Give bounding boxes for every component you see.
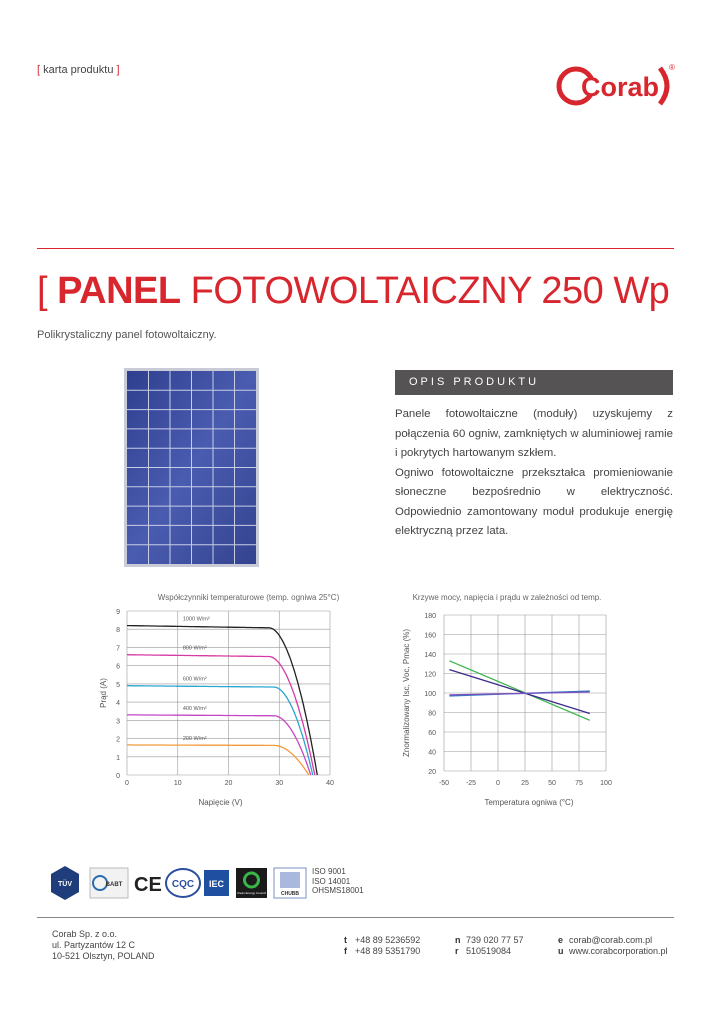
title-divider xyxy=(37,248,674,249)
fax-label: f xyxy=(344,946,347,956)
chart2-ytick: 180 xyxy=(424,613,436,620)
product-description xyxy=(395,405,673,542)
city-address: 10-521 Olsztyn, POLAND xyxy=(52,951,155,961)
company-name: Corab Sp. z o.o. xyxy=(52,929,118,939)
chart1-ytick: 2 xyxy=(116,736,120,744)
tuv-logo xyxy=(51,866,79,900)
chart2-xtick: 25 xyxy=(521,780,529,787)
chart1-xlabel: Napięcie (V) xyxy=(198,798,243,807)
chart1-xtick: 20 xyxy=(224,780,233,787)
corab-logo xyxy=(556,58,680,114)
chart2-xtick: -25 xyxy=(465,780,477,787)
subtitle: Polikrystaliczny panel fotowoltaiczny. xyxy=(37,329,217,341)
chart2-series-line xyxy=(449,670,589,714)
ohsms-18001: OHSMS18001 xyxy=(312,886,364,895)
svg-text:CQC: CQC xyxy=(171,879,195,890)
title-bold: PANEL xyxy=(57,270,181,312)
chart1-series-line xyxy=(127,655,315,775)
chart1-series-label: 200 W/m² xyxy=(182,735,207,742)
chart2-ytick: 60 xyxy=(428,730,436,737)
chart1-xtick: 10 xyxy=(173,780,182,787)
svg-text:BABT: BABT xyxy=(105,882,123,888)
chart2-ytick: 80 xyxy=(428,710,436,718)
title-rest: FOTOWOLTAICZNY 250 Wp xyxy=(190,270,670,312)
chart1-series-label: 800 W/m² xyxy=(182,645,207,652)
chart2-ytick: 20 xyxy=(428,769,436,776)
svg-text:Clean Energy Council: Clean Energy Council xyxy=(236,891,267,895)
description-paragraph-1: Panele fotowoltaiczne (moduły) uzyskujemy z połączenia 60 ogniw, zamkniętych w aluminiowej ramie i pokrytych hartowanym szkłem. xyxy=(395,408,673,459)
chart2-series-line xyxy=(449,661,589,720)
title-bracket: [ xyxy=(37,270,48,312)
chart1-series-label: 1000 W/m² xyxy=(182,616,210,623)
chart1-series-line xyxy=(127,686,313,775)
chart2-ytick: 100 xyxy=(424,691,436,698)
iec-logo xyxy=(204,870,229,896)
chart1-ytick: 9 xyxy=(116,609,120,616)
chart2-title: Krzywe mocy, napięcia i prądu w zależności od temp. xyxy=(412,593,602,602)
chart2-xtick: 50 xyxy=(548,780,556,787)
chart1-ytick: 0 xyxy=(116,773,120,780)
svg-text:IEC: IEC xyxy=(208,879,225,889)
chart1-ytick: 5 xyxy=(116,681,120,689)
chart1-title: Współczynniki temperaturowe (temp. ogniwa 25°C) xyxy=(157,593,340,602)
phone-label: t xyxy=(344,935,347,945)
description-paragraph-2: Ogniwo fotowoltaiczne przekształca promieniowanie słoneczne bezpośrednio w elektryczność. Odpowiednio zamontowany moduł produkuje energię elektryczną przez lata. xyxy=(395,466,673,537)
website-label: u xyxy=(558,946,564,956)
street-address: ul. Partyzantów 12 C xyxy=(52,940,136,950)
regon-label: r xyxy=(455,946,459,956)
chart2-ytick: 120 xyxy=(424,671,436,679)
registered-mark: ® xyxy=(669,63,675,72)
chart2-series-line xyxy=(449,692,589,695)
chart1-series-line xyxy=(127,626,317,775)
chart1-ytick: 4 xyxy=(116,700,120,708)
chart1-xtick: 0 xyxy=(125,780,129,787)
chart1-xtick: 30 xyxy=(275,780,284,787)
email-label: e xyxy=(558,935,564,945)
mobile-block xyxy=(455,935,524,957)
chart1-xtick: 40 xyxy=(326,780,334,787)
chart2-xtick: -50 xyxy=(438,780,450,787)
chart1-series-line xyxy=(127,715,311,775)
chart2-xtick: 75 xyxy=(575,780,583,787)
chart1-series-line xyxy=(127,745,309,775)
regon-number: 510519084 xyxy=(466,946,512,956)
clean-energy-council-logo xyxy=(236,868,267,898)
email-web-block xyxy=(558,935,668,957)
chart2-ytick: 140 xyxy=(424,652,436,659)
chart2-xtick: 100 xyxy=(600,780,612,787)
chart1-ytick: 8 xyxy=(116,627,120,635)
logo-wordmark: Corab xyxy=(581,72,660,102)
footer-divider xyxy=(37,917,674,918)
chart1-series-label: 600 W/m² xyxy=(182,676,207,683)
iso-certifications xyxy=(312,867,364,896)
chart2-xlabel: Temperatura ogniwa (°C) xyxy=(484,798,574,807)
chart1-ytick: 3 xyxy=(116,718,120,726)
chart2-ytick: 40 xyxy=(428,749,436,757)
nip-label: n xyxy=(455,935,461,945)
iso-9001: ISO 9001 xyxy=(312,867,346,876)
iso-14001: ISO 14001 xyxy=(312,876,351,886)
fax-number: +48 89 5351790 xyxy=(355,946,421,956)
nip-number: 739 020 77 57 xyxy=(466,935,524,945)
babt-logo xyxy=(90,868,128,898)
chart2-xtick: 0 xyxy=(496,780,500,787)
page-title xyxy=(37,270,669,313)
chart1-series-label: 400 W/m² xyxy=(182,705,207,712)
email-link[interactable]: corab@corab.com.pl xyxy=(569,935,653,945)
chart2-ylabel: Znormalizowany Isc, Voc, Pmac (%) xyxy=(402,628,411,758)
cqc-logo xyxy=(166,869,200,897)
tag-close-bracket: ] xyxy=(116,64,120,76)
company-address xyxy=(52,929,155,962)
chart1-ytick: 1 xyxy=(116,754,120,762)
chart1-ytick: 6 xyxy=(116,663,120,671)
website-link[interactable]: www.corabcorporation.pl xyxy=(569,946,668,956)
chart1-ylabel: Prąd (A) xyxy=(99,678,108,708)
product-description-heading: OPIS PRODUKTU xyxy=(395,370,673,395)
svg-text:TÜV: TÜV xyxy=(58,881,72,888)
chart2-series-line xyxy=(449,691,589,696)
svg-text:CHUBB: CHUBB xyxy=(280,891,300,897)
chart2-ytick: 160 xyxy=(424,632,436,640)
chubb-logo xyxy=(274,868,306,898)
document-type-tag xyxy=(37,64,120,76)
chart1-ytick: 7 xyxy=(116,645,120,653)
tag-text: karta produktu xyxy=(40,64,117,76)
phone-fax-block xyxy=(344,935,420,957)
phone-number[interactable]: +48 89 5236592 xyxy=(355,935,421,945)
ce-mark: CE xyxy=(134,874,162,896)
solar-panel-image xyxy=(124,368,259,567)
tag-open-bracket: [ xyxy=(37,64,41,76)
